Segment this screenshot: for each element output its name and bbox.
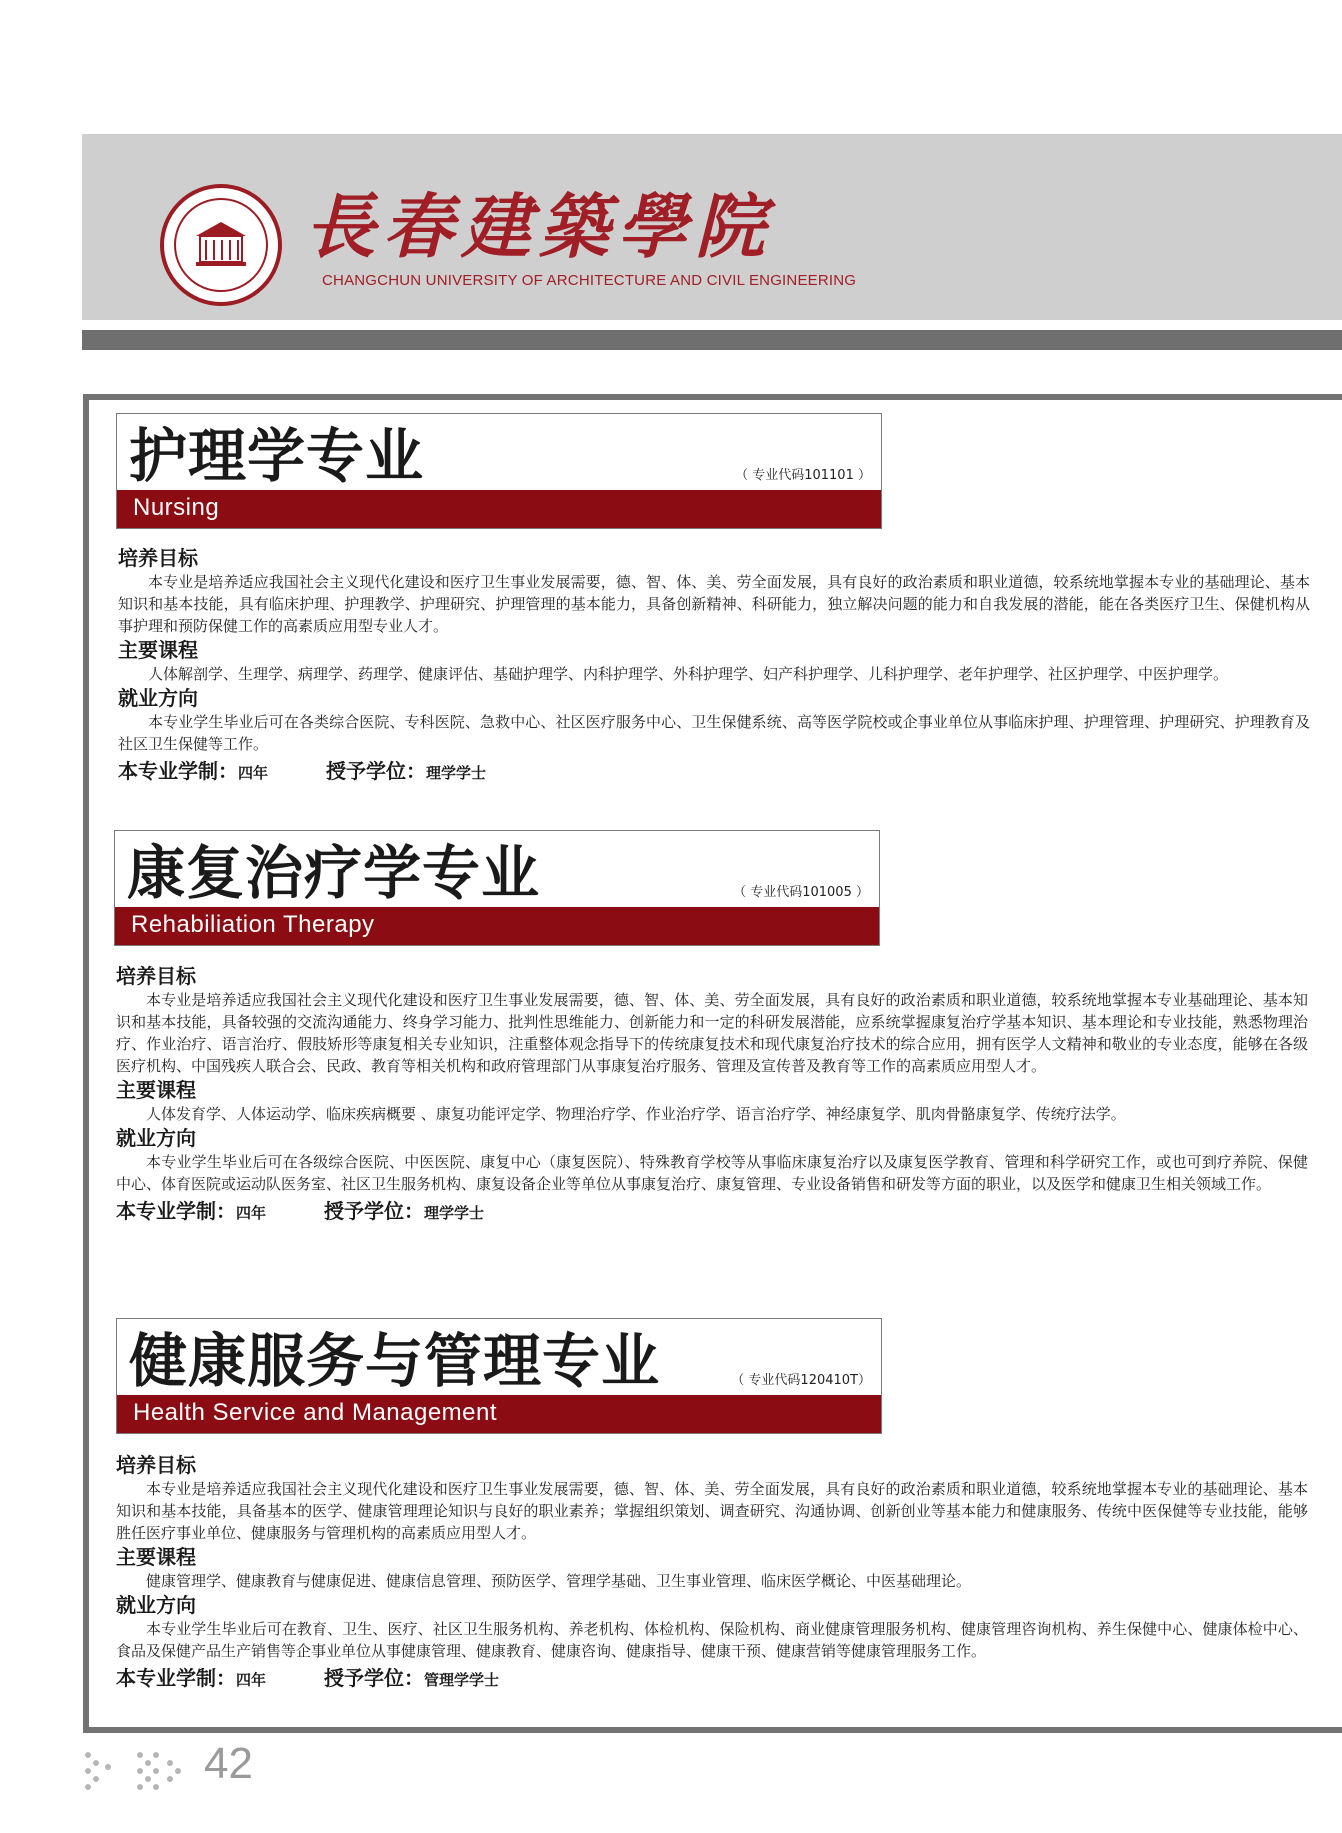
- career-heading: 就业方向: [116, 1126, 196, 1150]
- major-section-health-service: [116, 1452, 1308, 1694]
- major-title-cn: 护理学专业: [129, 422, 425, 490]
- major-title-en: Rehabiliation Therapy: [131, 911, 375, 938]
- major-title-cn: 康复治疗学专业: [127, 839, 541, 907]
- school-name-en: CHANGCHUN UNIVERSITY OF ARCHITECTURE AND CIVIL ENGINEERING: [322, 272, 857, 289]
- major-meta: [116, 1197, 1308, 1227]
- major-code: （ 专业代码101005 ）: [733, 885, 869, 900]
- duration-value: 四年: [236, 1671, 267, 1689]
- major-heading-rehabilitation: [114, 830, 880, 946]
- duration-value: 四年: [236, 1204, 267, 1222]
- major-meta: [118, 757, 1310, 787]
- degree-value: 理学学士: [426, 764, 487, 782]
- courses-heading: 主要课程: [116, 1078, 196, 1102]
- career-text: 本专业学生毕业后可在教育、卫生、医疗、社区卫生服务机构、养老机构、体检机构、保险机构、商业健康管理服务机构、健康管理咨询机构、养生保健中心、健康体检中心、食品及保健产品生产销售等企事业单位从事健康管理、健康教育、健康咨询、健康指导、健康干预、健康营销等健康管理服务工作。: [116, 1620, 1308, 1660]
- duration-value: 四年: [238, 764, 269, 782]
- courses-heading: 主要课程: [118, 638, 198, 662]
- courses-text: 人体发育学、人体运动学、临床疾病概要 、康复功能评定学、物理治疗学、作业治疗学、语言治疗学、神经康复学、肌肉骨骼康复学、传统疗法学。: [146, 1105, 1126, 1123]
- goal-heading: 培养目标: [116, 964, 196, 988]
- major-title-en-bar: [115, 907, 879, 945]
- goal-text: 本专业是培养适应我国社会主义现代化建设和医疗卫生事业发展需要，德、智、体、美、劳全面发展，具有良好的政治素质和职业道德，较系统地掌握本专业基础理论、基本知识和基本技能，具备较强的交流沟通能力、终身学习能力、批判性思维能力、创新能力和一定的科研发展潜能，应系统掌握康复治疗学基本知识、基本理论和专业技能，熟悉物理治疗、作业治疗、语言治疗、假肢矫形等康复相关专业知识，注重整体观念指导下的传统康复技术和现代康复治疗技术的综合应用，拥有医学人文精神和敬业的专业态度，能够在各级医疗机构、中国残疾人联合会、民政、教育等相关机构和政府管理部门从事康复治疗服务、管理及宣传普及教育等工作的高素质应用型人才。: [116, 991, 1308, 1075]
- major-code: （ 专业代码120410T）: [731, 1373, 871, 1388]
- major-section-rehabilitation: [116, 963, 1308, 1227]
- duration-label: 本专业学制：: [116, 1199, 236, 1223]
- page-number: 42: [204, 1739, 253, 1788]
- degree-label: 授予学位：: [326, 759, 427, 783]
- major-title-en-bar: [117, 1395, 881, 1433]
- degree-value: 管理学学士: [424, 1671, 500, 1689]
- major-title-en: Nursing: [133, 494, 220, 521]
- major-section-nursing: [118, 545, 1310, 787]
- courses-text: 健康管理学、健康教育与健康促进、健康信息管理、预防医学、管理学基础、卫生事业管理、临床医学概论、中医基础理论。: [146, 1572, 972, 1590]
- degree-label: 授予学位：: [324, 1666, 425, 1690]
- major-code: （ 专业代码101101 ）: [735, 468, 871, 483]
- career-text: 本专业学生毕业后可在各级综合医院、中医医院、康复中心（康复医院）、特殊教育学校等从事临床康复治疗以及康复医学教育、管理和科学研究工作，或也可到疗养院、保健中心、体育医院或运动队医务室、社区卫生服务机构、康复设备企业等单位从事康复治疗、康复管理、专业设备销售和研发等方面的职业，以及医学和健康卫生相关领域工作。: [116, 1153, 1308, 1193]
- duration-label: 本专业学制：: [116, 1666, 236, 1690]
- career-text: 本专业学生毕业后可在各类综合医院、专科医院、急救中心、社区医疗服务中心、卫生保健系统、高等医学院校或企事业单位从事临床护理、护理管理、护理研究、护理教育及社区卫生保健等工作。: [118, 713, 1310, 753]
- degree-value: 理学学士: [424, 1204, 485, 1222]
- courses-heading: 主要课程: [116, 1545, 196, 1569]
- major-meta: [116, 1664, 1308, 1694]
- major-heading-nursing: [116, 413, 882, 529]
- goal-heading: 培养目标: [118, 546, 198, 570]
- goal-heading: 培养目标: [116, 1453, 196, 1477]
- major-heading-health-service: [116, 1318, 882, 1434]
- career-heading: 就业方向: [116, 1593, 196, 1617]
- goal-text: 本专业是培养适应我国社会主义现代化建设和医疗卫生事业发展需要，德、智、体、美、劳全面发展，具有良好的政治素质和职业道德，较系统地掌握本专业的基础理论、基本知识和基本技能，具有临床护理、护理教学、护理研究、护理管理的基本能力，具备创新精神、科研能力，独立解决问题的能力和自我发展的潜能，能在各类医疗卫生、保健机构从事护理和预防保健工作的高素质应用型专业人才。: [118, 573, 1310, 635]
- university-seal-icon: [160, 184, 282, 306]
- goal-text: 本专业是培养适应我国社会主义现代化建设和医疗卫生事业发展需要，德、智、体、美、劳全面发展，具有良好的政治素质和职业道德，较系统地掌握本专业的基础理论、基本知识和基本技能，具备基本的医学、健康管理理论知识与良好的职业素养；掌握组织策划、调查研究、沟通协调、创新创业等基本能力和健康服务、传统中医保健等专业技能，能够胜任医疗事业单位、健康服务与管理机构的高素质应用型人才。: [116, 1480, 1308, 1542]
- school-name-cn: 長春建築學院: [305, 185, 773, 268]
- major-title-cn: 健康服务与管理专业: [129, 1327, 661, 1395]
- duration-label: 本专业学制：: [118, 759, 238, 783]
- major-title-en: Health Service and Management: [133, 1399, 498, 1426]
- dots-ornament-icon: [82, 1745, 192, 1791]
- career-heading: 就业方向: [118, 686, 198, 710]
- header-divider-bar: [82, 330, 1342, 350]
- major-title-en-bar: [117, 490, 881, 528]
- degree-label: 授予学位：: [324, 1199, 425, 1223]
- courses-text: 人体解剖学、生理学、病理学、药理学、健康评估、基础护理学、内科护理学、外科护理学、妇产科护理学、儿科护理学、老年护理学、社区护理学、中医护理学。: [148, 665, 1229, 683]
